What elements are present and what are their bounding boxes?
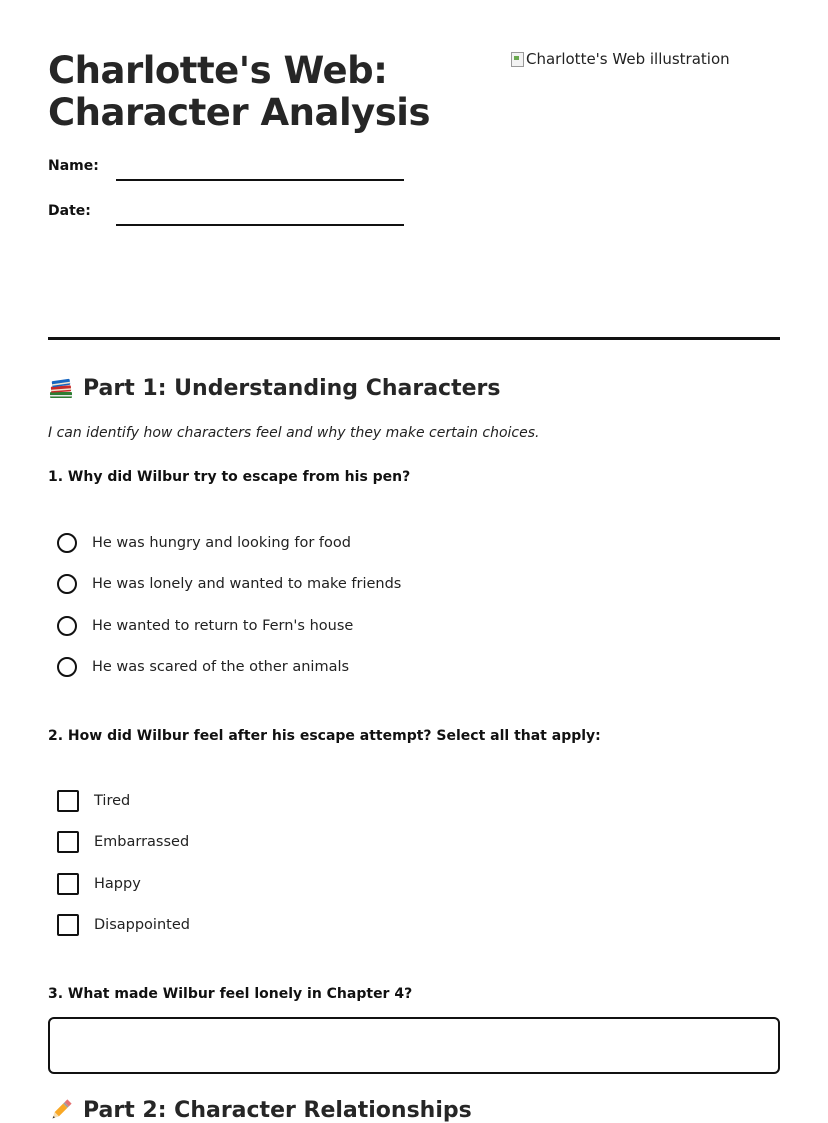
date-label: Date: — [48, 203, 91, 219]
radio-option[interactable] — [57, 647, 657, 689]
checkbox[interactable] — [57, 914, 79, 936]
date-field[interactable] — [116, 224, 404, 226]
question-1-options — [57, 522, 657, 688]
checkbox-option-label: Tired — [94, 792, 131, 809]
section-divider — [48, 337, 780, 340]
checkbox[interactable] — [57, 831, 79, 853]
name-field-row — [48, 158, 404, 179]
radio-option-label: He was scared of the other animals — [92, 659, 350, 676]
checkbox-option-label: Disappointed — [94, 917, 190, 934]
date-field-row — [48, 203, 404, 224]
checkbox[interactable] — [57, 790, 79, 812]
radio-option-label: He wanted to return to Fern's house — [92, 617, 354, 634]
checkbox[interactable] — [57, 873, 79, 895]
title-line-1: Charlotte's Web: — [48, 49, 388, 92]
name-field[interactable] — [116, 179, 404, 181]
illustration-alt-text: Charlotte's Web illustration — [526, 50, 730, 68]
part1-title: Part 1: Understanding Characters — [83, 375, 501, 401]
part2-title: Part 2: Character Relationships — [83, 1097, 472, 1123]
radio-option-label: He was hungry and looking for food — [92, 534, 351, 551]
broken-image-icon — [510, 51, 524, 67]
title-line-2: Character Analysis — [48, 91, 430, 134]
checkbox-option[interactable] — [57, 905, 657, 947]
question-3-answer-box[interactable] — [48, 1017, 780, 1074]
checkbox-option[interactable] — [57, 863, 657, 905]
part2-heading — [48, 1097, 472, 1123]
radio-option[interactable] — [57, 605, 657, 647]
checkbox-option[interactable] — [57, 780, 657, 822]
checkbox-option-label: Embarrassed — [94, 834, 190, 851]
books-icon — [48, 375, 74, 401]
radio-option[interactable] — [57, 522, 657, 564]
radio-button[interactable] — [57, 533, 77, 553]
radio-option[interactable] — [57, 564, 657, 606]
name-label: Name: — [48, 158, 99, 174]
checkbox-option[interactable] — [57, 822, 657, 864]
page-title — [48, 50, 430, 134]
question-1: 1. Why did Wilbur try to escape from his pen? — [48, 469, 411, 485]
question-2: 2. How did Wilbur feel after his escape attempt? Select all that apply: — [48, 728, 601, 744]
pencil-icon — [48, 1097, 74, 1123]
radio-button[interactable] — [57, 574, 77, 594]
learning-objective: I can identify how characters feel and why they make certain choices. — [48, 425, 540, 441]
radio-button[interactable] — [57, 657, 77, 677]
checkbox-option-label: Happy — [94, 875, 141, 892]
illustration-image — [510, 50, 730, 68]
part1-heading — [48, 375, 500, 401]
radio-option-label: He was lonely and wanted to make friends — [92, 576, 402, 593]
radio-button[interactable] — [57, 616, 77, 636]
question-2-options — [57, 780, 657, 946]
question-3: 3. What made Wilbur feel lonely in Chapter 4? — [48, 986, 413, 1002]
